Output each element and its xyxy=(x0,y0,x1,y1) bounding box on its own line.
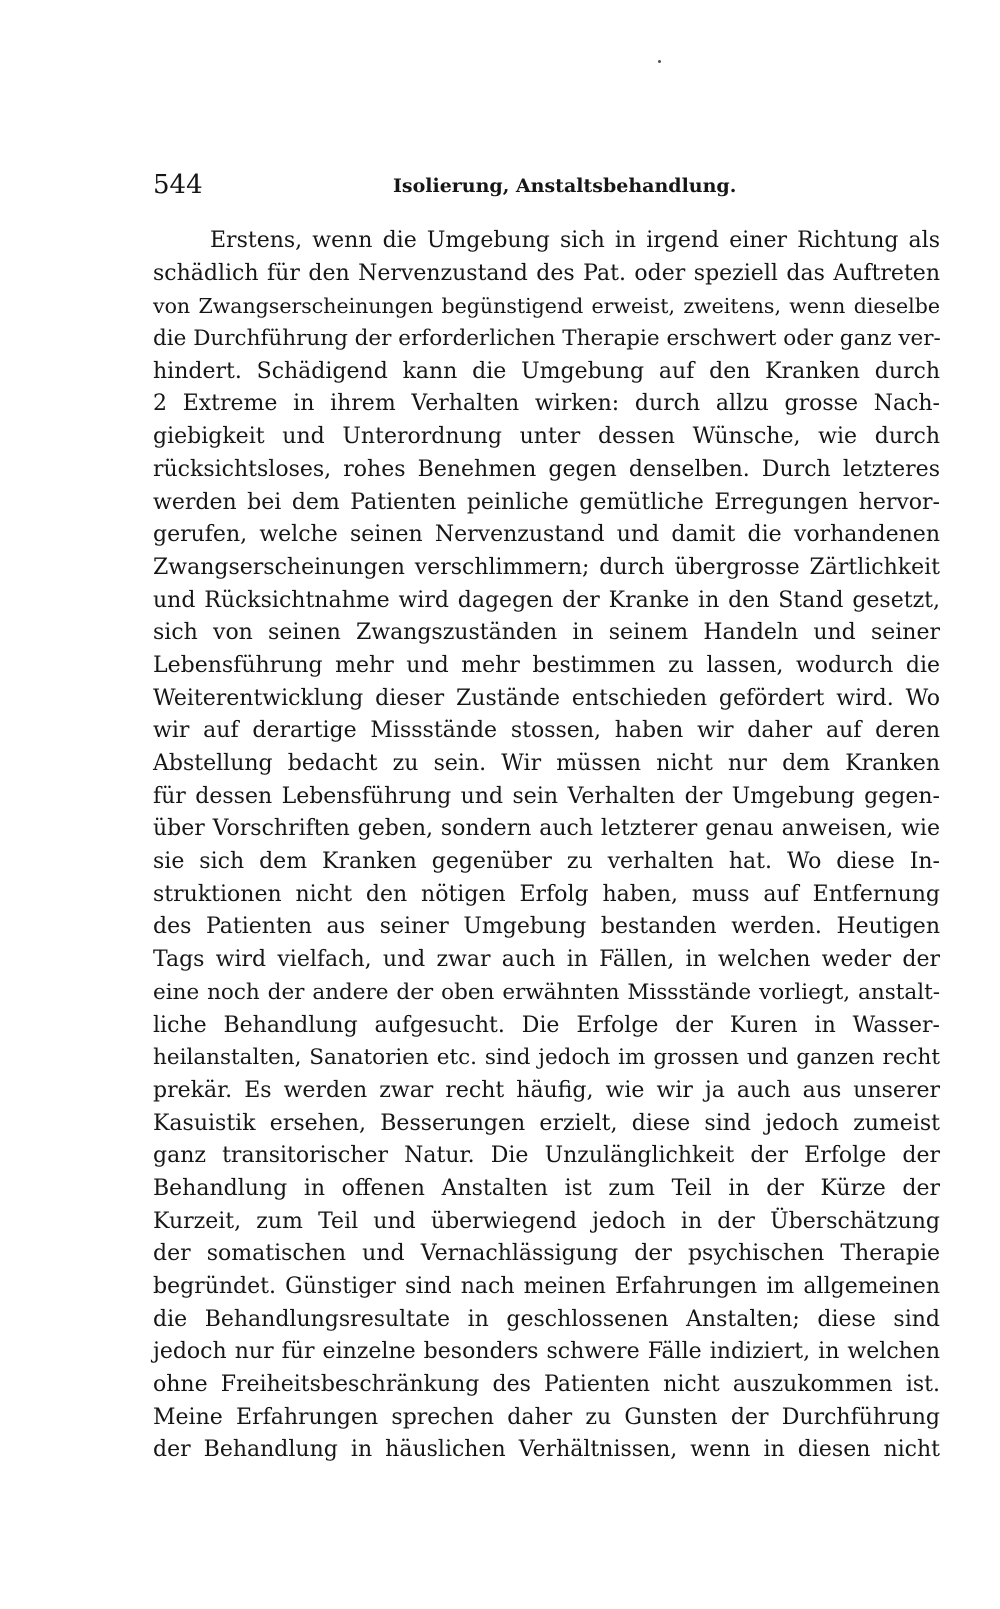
text-line: Lebensführung mehr und mehr bestimmen zu lassen, wodurch die xyxy=(153,652,940,678)
text-line: der somatischen und Vernachlässigung der psychischen Therapie xyxy=(153,1241,940,1267)
text-line: sich von seinen Zwangszuständen in seinem Handeln und seiner xyxy=(153,620,940,646)
text-line: Kasuistik ersehen, Besserungen erzielt, diese sind jedoch zumeist xyxy=(153,1110,940,1136)
text-line: hindert. Schädigend kann die Umgebung auf den Kranken durch xyxy=(153,358,940,384)
text-line: werden bei dem Patienten peinliche gemütliche Erregungen hervor- xyxy=(153,489,940,515)
text-line: gerufen, welche seinen Nervenzustand und damit die vorhandenen xyxy=(153,522,940,548)
text-line: Abstellung bedacht zu sein. Wir müssen nicht nur dem Kranken xyxy=(153,751,940,776)
text-line: Behandlung in offenen Anstalten ist zum Teil in der Kürze der xyxy=(153,1175,940,1201)
text-line: Tags wird vielfach, und zwar auch in Fällen, in welchen weder der xyxy=(153,947,940,973)
text-line: Meine Erfahrungen sprechen daher zu Gunsten der Durchführung xyxy=(153,1404,940,1430)
text-line: prekär. Es werden zwar recht häufig, wie wir ja auch aus unserer xyxy=(153,1077,940,1103)
text-line: des Patienten aus seiner Umgebung bestanden werden. Heutigen xyxy=(153,914,940,940)
text-line: eine noch der andere der oben erwähnten Missstände vorliegt, anstalt- xyxy=(153,979,940,1005)
text-line: jedoch nur für einzelne besonders schwere Fälle indiziert, in welchen xyxy=(153,1339,940,1365)
text-line: die Behandlungsresultate in geschlossenen Anstalten; diese sind xyxy=(153,1306,940,1332)
text-line: begründet. Günstiger sind nach meinen Erfahrungen im allgemeinen xyxy=(153,1274,940,1299)
text-line: der Behandlung in häuslichen Verhältnissen, wenn in diesen nicht xyxy=(153,1437,940,1463)
text-line: und Rücksichtnahme wird dagegen der Kranke in den Stand gesetzt, xyxy=(153,587,940,613)
text-line: heilanstalten, Sanatorien etc. sind jedoch im grossen und ganzen recht xyxy=(153,1045,940,1071)
running-head xyxy=(153,168,737,202)
text-line: rücksichtsloses, rohes Benehmen gegen denselben. Durch letzteres xyxy=(153,456,940,482)
text-line: wir auf derartige Missstände stossen, haben wir daher auf deren xyxy=(153,718,940,744)
text-line: 2 Extreme in ihrem Verhalten wirken: durch allzu grosse Nach- xyxy=(153,391,940,417)
page-speck xyxy=(658,60,661,63)
text-line: Weiterentwicklung dieser Zustände entschieden gefördert wird. Wo xyxy=(153,685,940,711)
text-line: über Vorschriften geben, sondern auch letzterer genau anweisen, wie xyxy=(153,816,940,842)
text-line: Kurzeit, zum Teil und überwiegend jedoch in der Überschätzung xyxy=(153,1208,940,1234)
text-line: giebigkeit und Unterordnung unter dessen Wünsche, wie durch xyxy=(153,424,940,450)
text-line: ganz transitorischer Natur. Die Unzulänglichkeit der Erfolge der xyxy=(153,1143,940,1169)
text-line: struktionen nicht den nötigen Erfolg haben, muss auf Entfernung xyxy=(153,881,940,907)
text-line: schädlich für den Nervenzustand des Pat. oder speziell das Auftreten xyxy=(153,260,940,286)
text-line: Erstens, wenn die Umgebung sich in irgend einer Richtung als xyxy=(210,228,940,253)
text-line: von Zwangserscheinungen begünstigend erweist, zweitens, wenn dieselbe xyxy=(153,294,940,319)
text-line: für dessen Lebensführung und sein Verhalten der Umgebung gegen- xyxy=(153,783,940,809)
text-line: ohne Freiheitsbeschränkung des Patienten nicht auszukommen ist. xyxy=(153,1372,940,1398)
page-number: 544 xyxy=(153,170,203,200)
body-text xyxy=(153,225,940,1467)
text-line: sie sich dem Kranken gegenüber zu verhalten hat. Wo diese In- xyxy=(153,849,940,875)
text-line: Zwangserscheinungen verschlimmern; durch übergrosse Zärtlichkeit xyxy=(153,554,940,580)
text-line: die Durchführung der erforderlichen Therapie erschwert oder ganz ver- xyxy=(153,326,941,352)
text-line: liche Behandlung aufgesucht. Die Erfolge der Kuren in Wasser- xyxy=(153,1012,940,1038)
running-head-title: Isolierung, Anstaltsbehandlung. xyxy=(393,175,737,197)
